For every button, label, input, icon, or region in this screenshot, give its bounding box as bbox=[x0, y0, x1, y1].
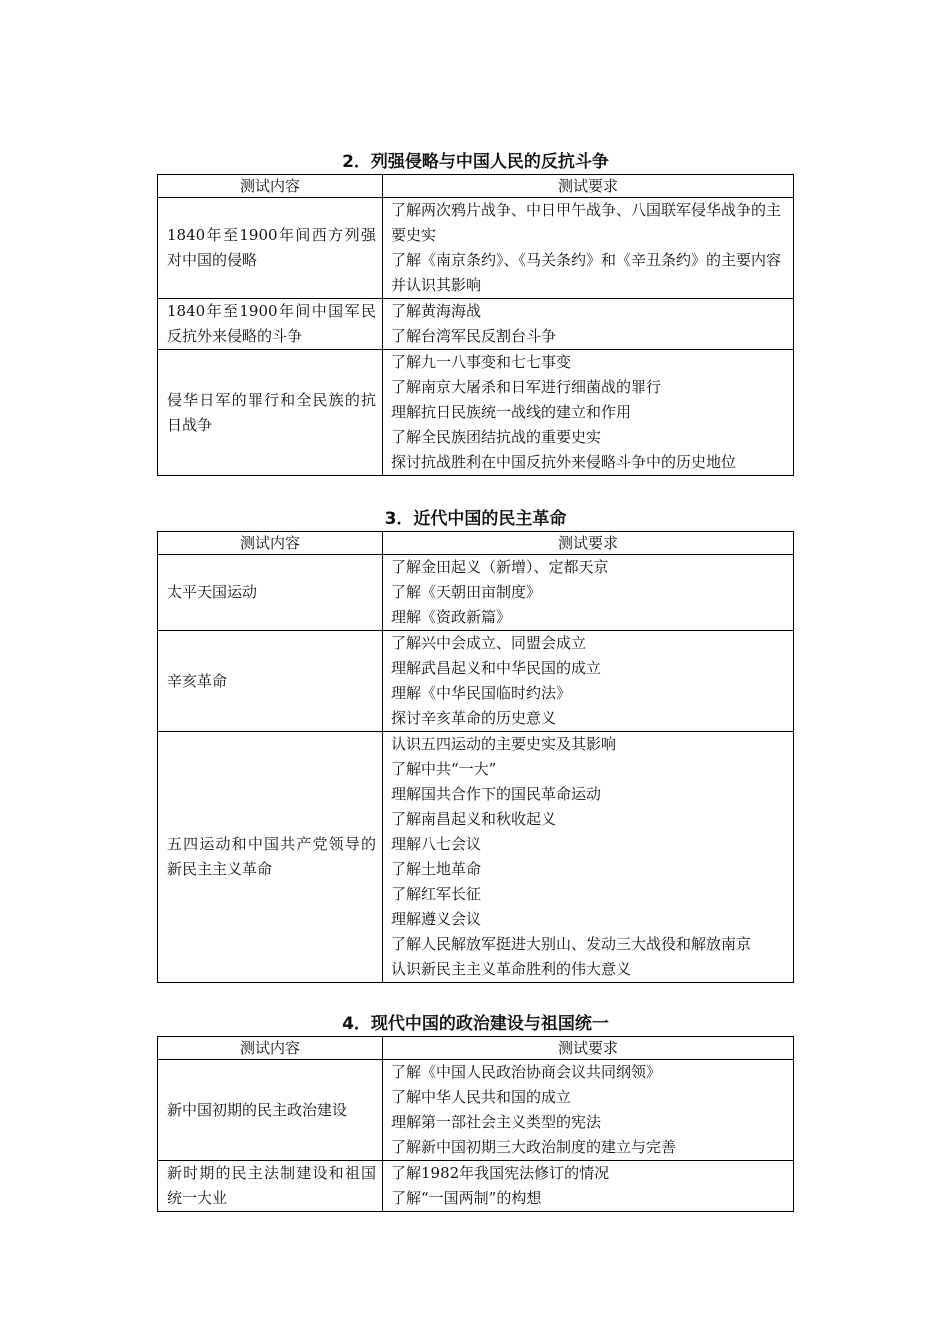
requirement-item: 理解抗日民族统一战线的建立和作用 bbox=[391, 403, 632, 421]
row-content: 新时期的民主法制建设和祖国统一大业 bbox=[158, 1161, 383, 1212]
table-row bbox=[158, 555, 794, 631]
row-content: 辛亥革命 bbox=[158, 631, 383, 732]
requirement-item: 了解台湾军民反割台斗争 bbox=[391, 327, 557, 345]
requirement-item: 了解《中国人民政治协商会议共同纲领》 bbox=[391, 1063, 662, 1081]
requirement-item: 了解土地革命 bbox=[391, 860, 482, 878]
section-title: 2．列强侵略与中国人民的反抗斗争 bbox=[342, 152, 609, 172]
row-requirements bbox=[383, 555, 794, 631]
requirement-item: 了解黄海海战 bbox=[391, 302, 482, 320]
table-row bbox=[158, 299, 794, 350]
requirement-item: 理解第一部社会主义类型的宪法 bbox=[391, 1113, 602, 1131]
requirement-item: 了解中华人民共和国的成立 bbox=[391, 1088, 572, 1106]
requirements-table bbox=[157, 1036, 794, 1212]
requirements-table bbox=[157, 531, 794, 983]
section-title: 3．近代中国的民主革命 bbox=[384, 509, 567, 529]
section-3 bbox=[157, 507, 794, 983]
table-row bbox=[158, 732, 794, 983]
table-row bbox=[158, 1161, 794, 1212]
row-content: 侵华日军的罪行和全民族的抗日战争 bbox=[158, 350, 383, 476]
row-requirements bbox=[383, 1060, 794, 1161]
requirement-item: 了解人民解放军挺进大别山、发动三大战役和解放南京 bbox=[391, 935, 752, 953]
requirement-item: 了解九一八事变和七七事变 bbox=[391, 353, 572, 371]
requirement-item: 了解红军长征 bbox=[391, 885, 482, 903]
row-requirements bbox=[383, 631, 794, 732]
table-row bbox=[158, 1060, 794, 1161]
header-content: 测试内容 bbox=[158, 175, 383, 198]
requirement-item: 了解南昌起义和秋收起义 bbox=[391, 810, 557, 828]
requirement-item: 了解《南京条约》、《马关条约》和《辛丑条约》的主要内容并认识其影响 bbox=[391, 251, 782, 294]
header-requirement: 测试要求 bbox=[383, 532, 794, 555]
section-2 bbox=[157, 150, 794, 476]
requirement-item: 了解两次鸦片战争、中日甲午战争、八国联军侵华战争的主要史实 bbox=[391, 201, 782, 244]
requirement-item: 了解兴中会成立、同盟会成立 bbox=[391, 634, 587, 652]
requirement-item: 理解武昌起义和中华民国的成立 bbox=[391, 659, 602, 677]
row-requirements bbox=[383, 299, 794, 350]
requirement-item: 了解《天朝田亩制度》 bbox=[391, 583, 542, 601]
requirements-table bbox=[157, 174, 794, 476]
requirement-item: 理解八七会议 bbox=[391, 835, 482, 853]
header-requirement: 测试要求 bbox=[383, 175, 794, 198]
requirement-item: 理解国共合作下的国民革命运动 bbox=[391, 785, 602, 803]
row-content: 新中国初期的民主政治建设 bbox=[158, 1060, 383, 1161]
row-content: 太平天国运动 bbox=[158, 555, 383, 631]
requirement-item: 探讨辛亥革命的历史意义 bbox=[391, 709, 557, 727]
requirement-item: 了解金田起义（新增）、定都天京 bbox=[391, 558, 609, 576]
requirement-item: 理解《资政新篇》 bbox=[391, 608, 512, 626]
row-requirements bbox=[383, 350, 794, 476]
row-requirements bbox=[383, 732, 794, 983]
table-row bbox=[158, 350, 794, 476]
requirement-item: 探讨抗战胜利在中国反抗外来侵略斗争中的历史地位 bbox=[391, 453, 737, 471]
row-content: 1840年至1900年间中国军民反抗外来侵略的斗争 bbox=[158, 299, 383, 350]
table-header-row bbox=[158, 532, 794, 555]
requirement-item: 了解“一国两制”的构想 bbox=[391, 1189, 542, 1207]
requirement-item: 了解1982年我国宪法修订的情况 bbox=[391, 1164, 610, 1182]
header-requirement: 测试要求 bbox=[383, 1037, 794, 1060]
table-row bbox=[158, 631, 794, 732]
table-row bbox=[158, 198, 794, 299]
requirement-item: 了解全民族团结抗战的重要史实 bbox=[391, 428, 602, 446]
requirement-item: 认识新民主主义革命胜利的伟大意义 bbox=[391, 960, 632, 978]
requirement-item: 了解南京大屠杀和日军进行细菌战的罪行 bbox=[391, 378, 662, 396]
section-title: 4．现代中国的政治建设与祖国统一 bbox=[342, 1014, 609, 1034]
table-header-row bbox=[158, 1037, 794, 1060]
requirement-item: 了解中共“一大” bbox=[391, 760, 497, 778]
section-4 bbox=[157, 1012, 794, 1212]
row-content: 1840年至1900年间西方列强对中国的侵略 bbox=[158, 198, 383, 299]
header-content: 测试内容 bbox=[158, 532, 383, 555]
requirement-item: 理解遵义会议 bbox=[391, 910, 482, 928]
requirement-item: 了解新中国初期三大政治制度的建立与完善 bbox=[391, 1138, 677, 1156]
requirement-item: 认识五四运动的主要史实及其影响 bbox=[391, 735, 617, 753]
row-requirements bbox=[383, 198, 794, 299]
row-requirements bbox=[383, 1161, 794, 1212]
header-content: 测试内容 bbox=[158, 1037, 383, 1060]
row-content: 五四运动和中国共产党领导的新民主主义革命 bbox=[158, 732, 383, 983]
table-header-row bbox=[158, 175, 794, 198]
requirement-item: 理解《中华民国临时约法》 bbox=[391, 684, 572, 702]
